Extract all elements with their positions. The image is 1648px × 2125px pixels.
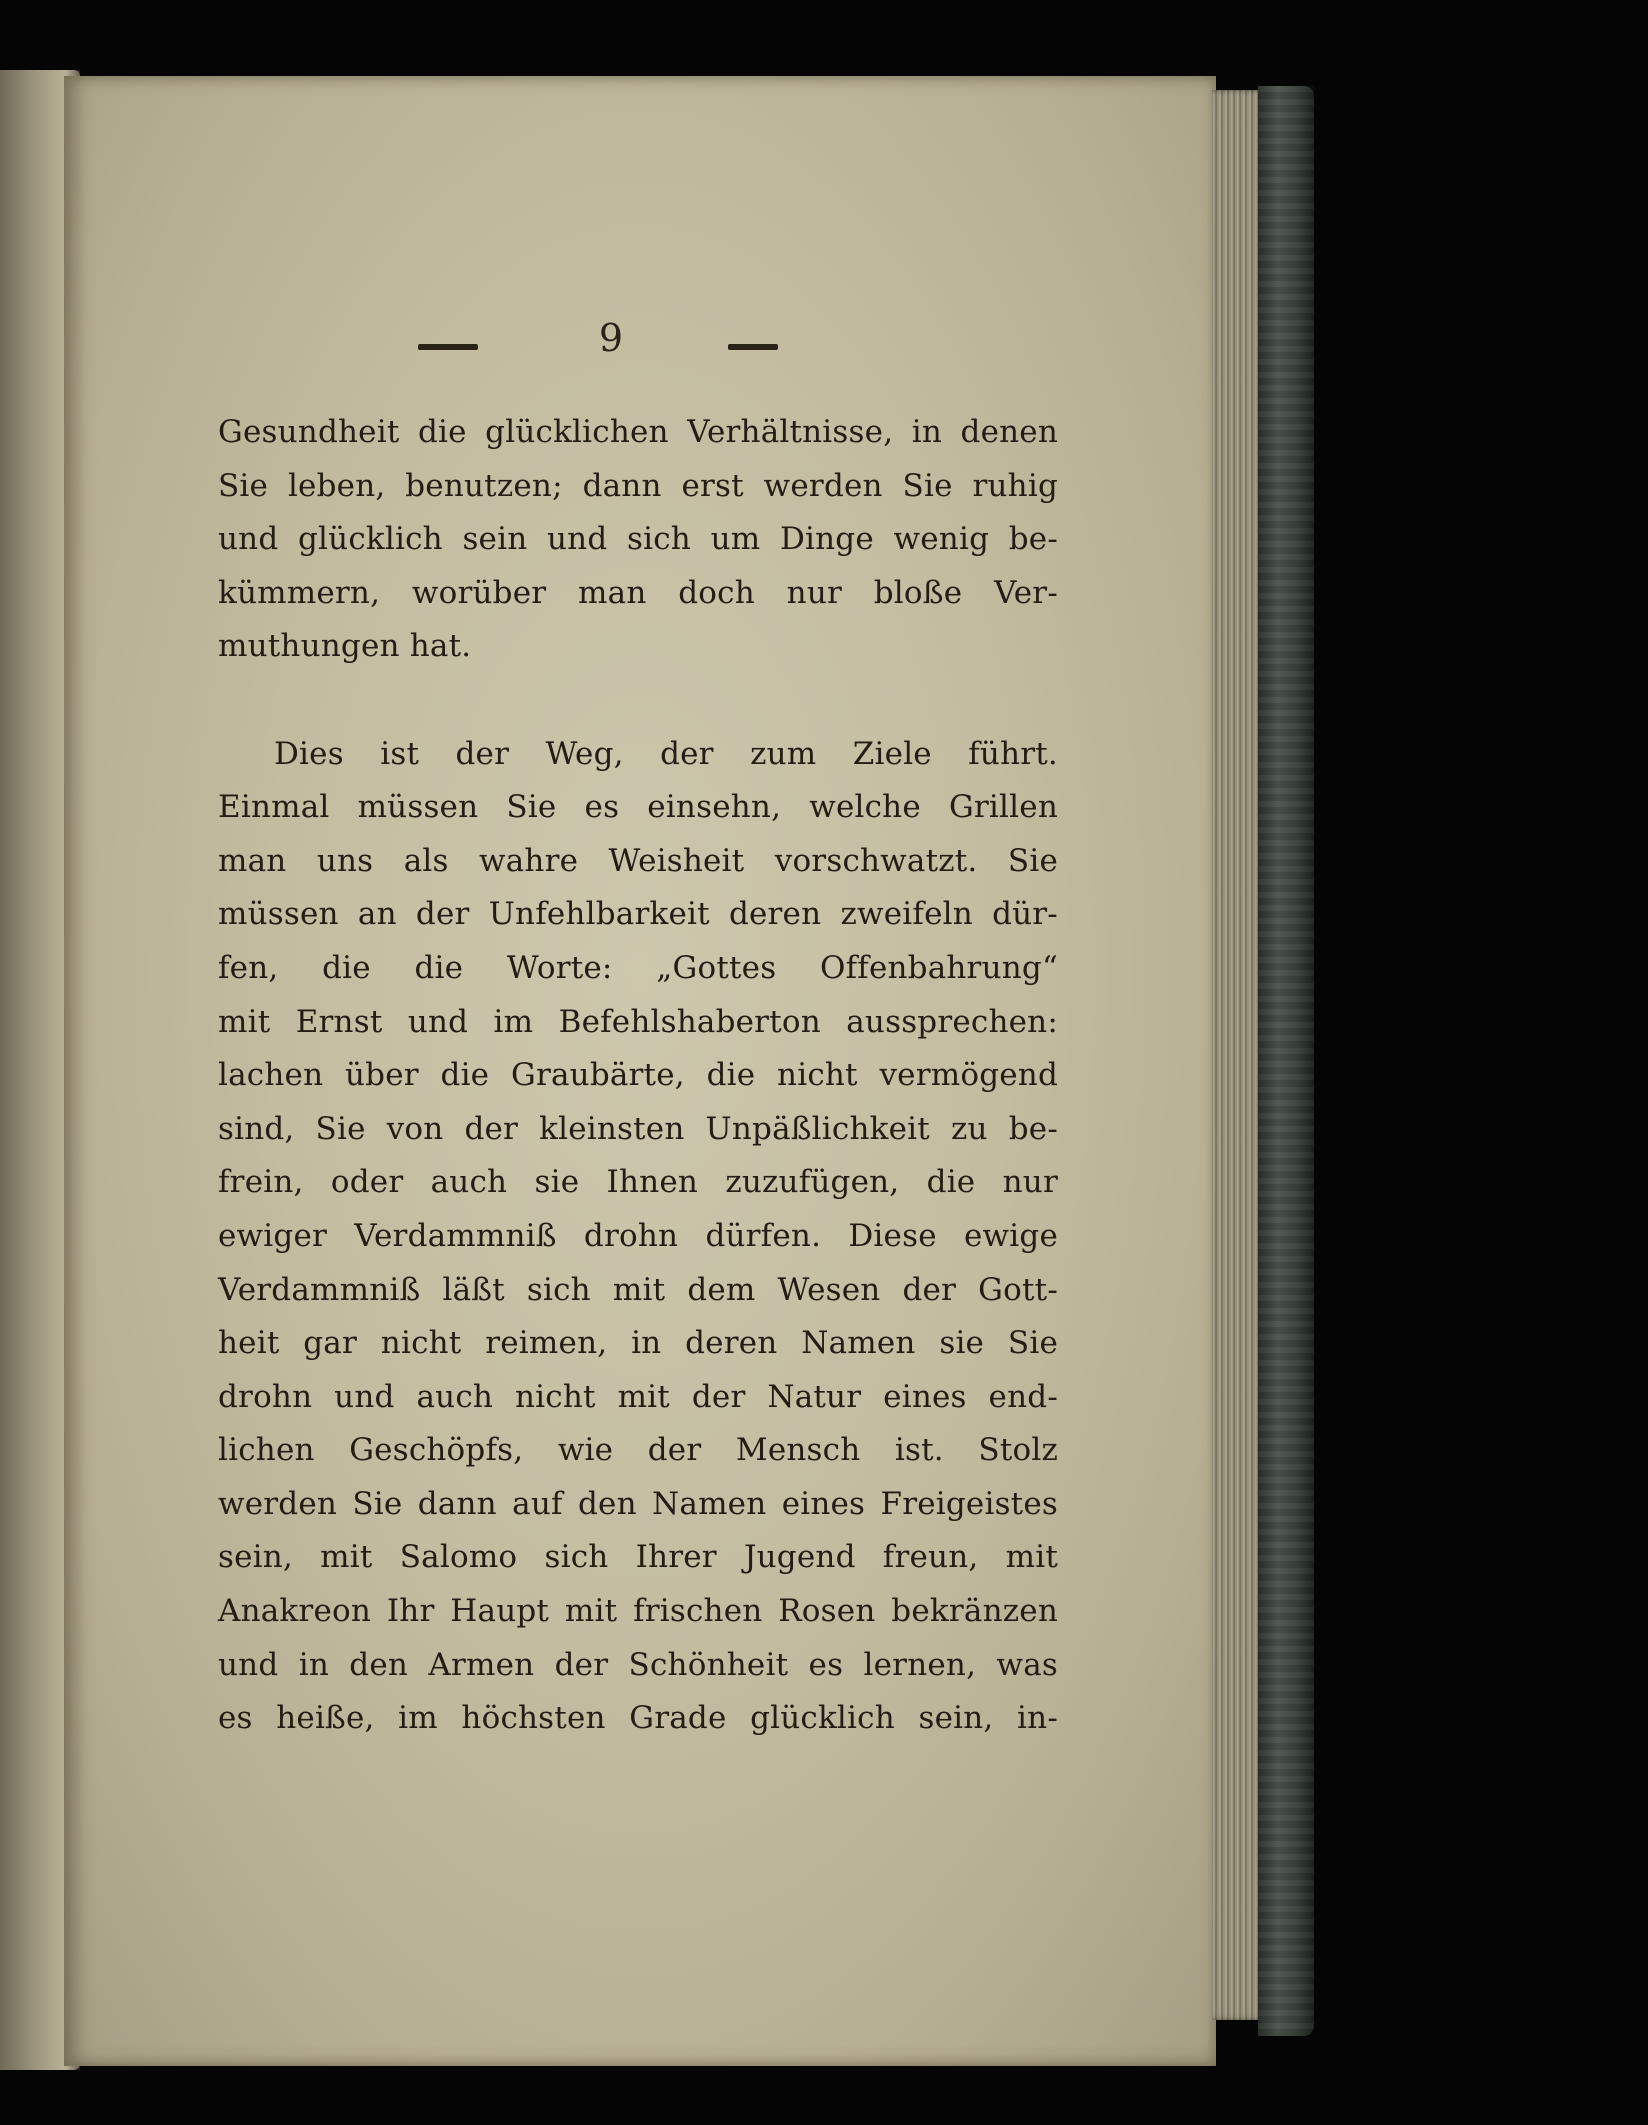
text-line: Dies ist der Weg, der zum Ziele führt. [274,735,1058,772]
text-line: drohn und auch nicht mit der Natur eines end- [218,1378,1058,1415]
text-line: und glücklich sein und sich um Dinge wenig be- [218,521,1058,558]
text-line: kümmern, worüber man doch nur bloße Ver- [218,574,1058,611]
book-binding [1258,86,1314,2036]
text-line: Gesundheit die glücklichen Verhältnisse, in denen [218,414,1058,450]
text-line: Verdammniß läßt sich mit dem Wesen der Gott- [218,1271,1058,1308]
text-line: sein, mit Salomo sich Ihrer Jugend freun, mit [218,1539,1058,1576]
page-edges [1212,90,1264,2020]
text-line: Sie leben, benutzen; dann erst werden Sie ruhig [218,467,1058,504]
body-text [218,406,1058,1746]
text-line: fen, die die Worte: „Gottes Offenbahrung“ [218,949,1058,986]
text-line: lachen über die Graubärte, die nicht vermögend [218,1057,1058,1094]
page-number: 9 [598,316,624,360]
text-line: ewiger Verdammniß drohn dürfen. Diese ewige [218,1217,1058,1254]
text-line: es heiße, im höchsten Grade glücklich sein, in- [218,1700,1058,1737]
text-line: mit Ernst und im Befehlshaberton aussprechen: [218,1003,1058,1040]
text-line: lichen Geschöpfs, wie der Mensch ist. Stolz [218,1432,1058,1469]
text-line: Anakreon Ihr Haupt mit frischen Rosen bekränzen [218,1593,1058,1630]
book-page [64,76,1216,2066]
header-dash-right [728,344,778,350]
text-line: werden Sie dann auf den Namen eines Freigeistes [218,1485,1058,1522]
text-line: man uns als wahre Weisheit vorschwatzt. Sie [218,842,1058,879]
text-line: heit gar nicht reimen, in deren Namen sie Sie [218,1325,1058,1362]
text-line: sind, Sie von der kleinsten Unpäßlichkeit zu be- [218,1110,1058,1147]
page-header [64,316,1216,376]
text-line: frein, oder auch sie Ihnen zuzufügen, die nur [218,1164,1058,1201]
paragraph-gap [218,674,1058,728]
text-line: Einmal müssen Sie es einsehn, welche Grillen [218,789,1058,826]
header-dash-left [418,344,478,350]
text-line: müssen an der Unfehlbarkeit deren zweifeln dür- [218,896,1058,933]
text-line: und in den Armen der Schönheit es lernen, was [218,1646,1058,1683]
text-line: muthungen hat. [218,628,472,665]
